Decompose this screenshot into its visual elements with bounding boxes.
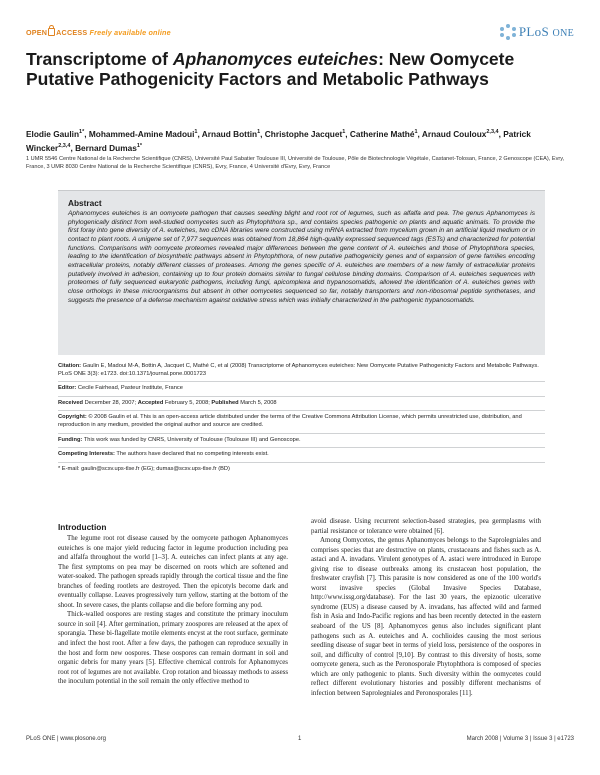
oa-access-text: ACCESS xyxy=(56,28,88,37)
body-column-right xyxy=(311,517,541,698)
paragraph: The legume root rot disease caused by the oomycete pathogen Aphanomyces euteiches is one major yield reducing factor in legume production including pea and alfalfa throughout the world [1–3]. A. euteiches can infect plants at any age. The first symptoms on pea may be discerned on roots which are softened and water-soaked. The pathogen spreads rapidly through the cortical tissue and the fine branches of feeding rootlets are destroyed. Then the epicotyls become dark and eventually collapse. Leaves progressively turn yellow, starting at the bottom of the shoot. In severe cases, the plants collapse and die before forming any pod. xyxy=(58,535,288,609)
author-name: Christophe Jacquet xyxy=(264,128,343,139)
author-name: Arnaud Bottin xyxy=(201,128,258,139)
abstract-heading: Abstract xyxy=(68,198,102,208)
author-name: Elodie Gaulin xyxy=(26,128,80,139)
footer-journal: PLoS ONE | www.plosone.org xyxy=(26,736,106,742)
paragraph: Thick-walled oospores are resting stages and constitute the primary inoculum source in soil [4]. After germination, primary zoospores are released at the apex of sporangia. These bi-flagellate motile elements encyst at the root surface, germinate and infect the host root. After a few days, the pathogen can reproduce sexually in the host and form new oospores. These oospores can remain dormant in soil and organic debris for many years [5]. Effective chemical controls for Aphanomyces root rot of legumes are not available. Crop rotation and bioassay methods to assess the inoculum potential in the soil remain the only effective method to xyxy=(58,611,288,686)
funding: Funding: This work was funded by CNRS, University of Toulouse (Toulouse III) and Genoscope. xyxy=(58,434,545,449)
paragraph: Among Oomycetes, the genus Aphanomyces belongs to the Saprolegniales and comprises species that are destructive on plants, crustaceans and fishes such as A. astaci and A. invadans. Virulent genotypes of A. astaci were introduced in Europe giving rise to disease outbreaks among its crustacean host population, the freshwater crayfish [7]. This parasite is now considered as one of the 100 world's worst invasive species (Global Invasive Species Database, http://www.issg.org/database). For the last 30 years, the epizootic ulcerative syndrome (EUS) a disease caused by A. invadans, has affected wild and farmed fish in Asia and Indo-Pacific regions and has been recently detected in the eastern seaboard of the US [8]. Aphanomyces genus also includes significant plant pathogens such as A. euteiches and A. cochlioides causing the most serious seedling disease of sugar beet in terms of yield loss, persistence of the oospores in soil, and difficulty of control [9,10]. By contrast to this diversity of hosts, some oomycete genera, such as the Peronosporale Phytophthora is composed of species which are only pathogenic to plants. Such diversity within the oomycetes could reflect different evolutionary histories and possibly different mechanisms of infection between Saprolegniales and Peronosporales [11]. xyxy=(311,537,541,697)
oa-free-text: Freely available online xyxy=(89,28,171,37)
correspondence-email: * E-mail: gaulin@scsv.ups-tlse.fr (EG); dumas@scsv.ups-tlse.fr (BD) xyxy=(58,465,230,472)
citation: Citation: Gaulin E, Madoui M-A, Bottin A, Jacquet C, Mathé C, et al (2008) Transcriptome of Aphanomyces euteiches: New Oomycete Putative Pathogenicity Factors and Metabolic Pathways. PLoS ONE 3(3): e1723. doi:10.1371/journal.pone.0001723 xyxy=(58,360,545,382)
brand-one: ONE xyxy=(552,28,574,39)
author-name: Patrick Wincker xyxy=(26,128,531,154)
plos-logo-icon xyxy=(500,24,516,40)
body-column-left xyxy=(58,534,288,687)
author-name: Catherine Mathé xyxy=(349,128,415,139)
page-footer xyxy=(26,736,574,746)
author-list: Elodie Gaulin$^{1*}$, Mohammed-Amine Madoui$^1$, Arnaud Bottin$^1$, Christophe Jacquet$^1$, Catherine Mathé$^1$, Arnaud Couloux$^{2,3,4}$, Patrick Wincker$^{2,3,4}$, Bernard Dumas$^{1*}$ xyxy=(26,128,531,154)
lock-icon xyxy=(48,28,55,36)
article-metadata xyxy=(58,360,545,476)
author-name: Bernard Dumas xyxy=(75,143,137,154)
author-name: Mohammed-Amine Madoui xyxy=(88,128,195,139)
dates: Received December 28, 2007; Accepted February 5, 2008; Published March 5, 2008 xyxy=(58,397,545,412)
paragraph: avoid disease. Using recurrent selection-based strategies, pea germplasms with partial resistance or tolerance were obtained [6]. xyxy=(311,518,541,535)
copyright: Copyright: © 2008 Gaulin et al. This is an open-access article distributed under the terms of the Creative Commons Attribution License, which permits unrestricted use, distribution, and reproduction in any medium, provided the original author and source are credited. xyxy=(58,411,545,433)
plos-one-logo xyxy=(500,24,574,40)
oa-open-text: OPEN xyxy=(26,28,48,37)
abstract-box xyxy=(58,190,545,355)
brand-name: PLoS xyxy=(518,24,549,39)
abstract-text: Aphanomyces euteiches is an oomycete pathogen that causes seedling blight and root rot of legumes, such as alfalfa and pea. The genus Aphanomyces is phylogenically distinct from well-studied oomycetes such as Phytophthora sp., and contains species pathogenic on plants and aquatic animals. To provide the first foray into gene diversity of A. euteiches, two cDNA libraries were constructed using mRNA extracted from mycelium grown in an artificial liquid medium or in contact to plant roots. A unigene set of 7,977 sequences was obtained from 18,864 high-quality expressed sequenced tags (ESTs) and characterized for potential functions. Comparisons with oomycete proteomes revealed major differences between the gene content of A. euteiches and those of Phytophthora species, leading to the identification of biosynthetic pathways absent in Phytophthora, of new putative pathogenicity genes and of expansion of gene families encoding extracellular proteins, notably different classes of proteases. Among the genes specific of A. euteiches are members of a new family of extracellular proteins putatively involved in adhesion, containing up to four protein domains similar to fungal cellulose binding domains. Comparison of A. euteiches sequences with proteomes of fully sequenced eukaryotic pathogens, including fungi, apicomplexa and trypanosomatids, allowed the identification of A. euteiches genes with close orthologs in these microorganisms but absent in other oomycetes sequenced so far, notably transporters and non-ribosomal peptide synthetases, and suggests the presence of a defense mechanism against oxidative stress which was initially characterized in the pathogenic trypanosomatids. xyxy=(68,210,535,304)
footer-issue: March 2008 | Volume 3 | Issue 3 | e1723 xyxy=(466,736,574,742)
introduction-heading: Introduction xyxy=(58,522,107,532)
competing-interests: Competing Interests: The authors have declared that no competing interests exist. xyxy=(58,448,545,463)
author-name: Arnaud Couloux xyxy=(421,128,487,139)
page-number: 1 xyxy=(298,736,302,742)
article-title: Transcriptome of Aphanomyces euteiches: New Oomycete Putative Pathogenicity Factors and Metabolic Pathways xyxy=(26,49,515,89)
editor: Editor: Cecile Fairhead, Pasteur Institute, France xyxy=(58,382,545,397)
journal-header xyxy=(26,22,574,50)
open-access-badge xyxy=(26,28,171,37)
affiliations: 1 UMR 5546 Centre National de la Recherche Scientifique (CNRS), Université Paul Sabatier Toulouse III, Université de Toulouse, Pôle de Biotechnologie Végétale, Castanet-Tolosan, France, 2 Genoscope (CEA), Evry, France, 3 UMR 8030 Centre National de la Recherche Scientifique (CNRS), Evry, France, 4 Université d'Evry, Evry, France xyxy=(26,156,565,171)
